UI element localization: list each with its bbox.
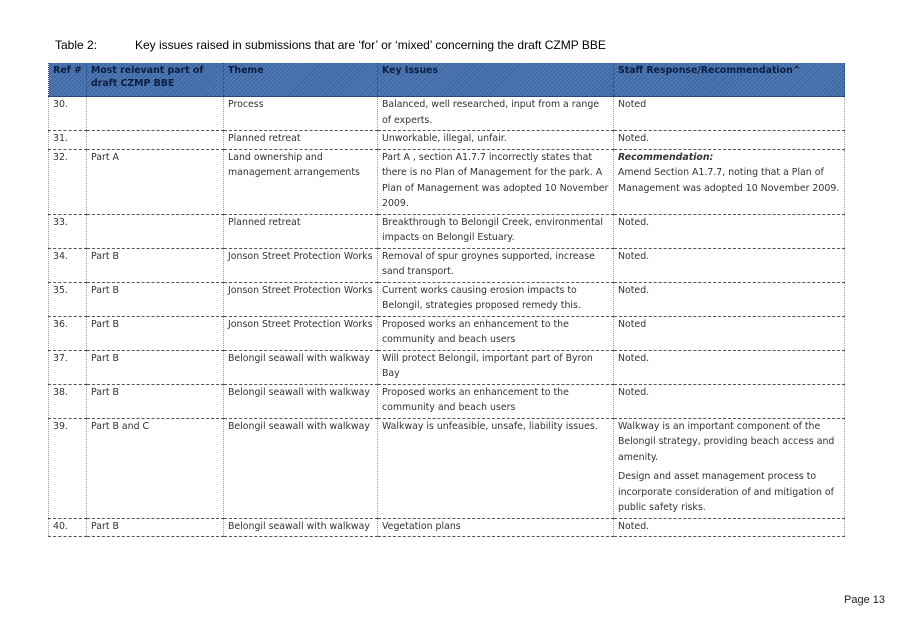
response-paragraph: Amend Section A1.7.7, noting that a Plan of Management was adopted 10 November 2009. xyxy=(618,167,840,194)
theme-cell: Land ownership and management arrangements xyxy=(224,149,378,214)
theme-cell: Belongil seawall with walkway xyxy=(224,384,378,418)
part-cell xyxy=(87,131,224,150)
issues-table-body xyxy=(49,97,845,537)
table-row xyxy=(49,350,845,384)
ref-cell: 36. xyxy=(49,316,87,350)
table-row xyxy=(49,97,845,131)
part-cell: Part B xyxy=(87,282,224,316)
response-paragraph: Noted. xyxy=(618,216,650,228)
response-paragraph: Noted. xyxy=(618,284,650,296)
table-row xyxy=(49,518,845,537)
key-issue-cell: Current works causing erosion impacts to Belongil, strategies proposed remedy this. xyxy=(378,282,614,316)
ref-cell: 35. xyxy=(49,282,87,316)
header-key-issues: Key Issues xyxy=(378,63,614,97)
ref-cell: 38. xyxy=(49,384,87,418)
table-row xyxy=(49,282,845,316)
ref-cell: 37. xyxy=(49,350,87,384)
response-paragraph: Noted xyxy=(618,318,647,330)
table-row xyxy=(49,384,845,418)
part-cell xyxy=(87,214,224,248)
theme-cell: Jonson Street Protection Works xyxy=(224,248,378,282)
staff-response-cell xyxy=(614,316,845,350)
theme-cell: Jonson Street Protection Works xyxy=(224,316,378,350)
key-issue-cell: Unworkable, illegal, unfair. xyxy=(378,131,614,150)
staff-response-cell xyxy=(614,418,845,518)
part-cell: Part B xyxy=(87,384,224,418)
table-row xyxy=(49,131,845,150)
key-issue-cell: Part A , section A1.7.7 incorrectly states that there is no Plan of Management for the park. A Plan of Management was adopted 10 November 2009. xyxy=(378,149,614,214)
response-paragraph: Design and asset management process to incorporate consideration of and mitigation of public safety risks. xyxy=(618,471,834,513)
key-issue-cell: Proposed works an enhancement to the community and beach users xyxy=(378,384,614,418)
key-issue-cell: Walkway is unfeasible, unsafe, liability issues. xyxy=(378,418,614,518)
issues-table xyxy=(48,63,845,537)
header-staff-response: Staff Response/Recommendation^ xyxy=(614,63,845,97)
table-number: Table 2: xyxy=(55,38,98,52)
staff-response-cell xyxy=(614,131,845,150)
header-part: Most relevant part of draft CZMP BBE xyxy=(87,63,224,97)
table-row xyxy=(49,418,845,518)
part-cell: Part B xyxy=(87,248,224,282)
part-cell: Part B xyxy=(87,350,224,384)
ref-cell: 32. xyxy=(49,149,87,214)
recommendation-heading: Recommendation: xyxy=(618,151,714,163)
response-paragraph: Noted. xyxy=(618,386,650,398)
table-row xyxy=(49,316,845,350)
ref-cell: 39. xyxy=(49,418,87,518)
staff-response-cell xyxy=(614,350,845,384)
key-issue-cell: Breakthrough to Belongil Creek, environmental impacts on Belongil Estuary. xyxy=(378,214,614,248)
key-issue-cell: Balanced, well researched, input from a range of experts. xyxy=(378,97,614,131)
ref-cell: 30. xyxy=(49,97,87,131)
table-row xyxy=(49,214,845,248)
staff-response-cell xyxy=(614,282,845,316)
key-issue-cell: Proposed works an enhancement to the community and beach users xyxy=(378,316,614,350)
staff-response-cell xyxy=(614,518,845,537)
key-issue-cell: Removal of spur groynes supported, increase sand transport. xyxy=(378,248,614,282)
staff-response-cell xyxy=(614,248,845,282)
ref-cell: 33. xyxy=(49,214,87,248)
staff-response-cell xyxy=(614,97,845,131)
staff-response-cell xyxy=(614,149,845,214)
table-row xyxy=(49,149,845,214)
theme-cell: Belongil seawall with walkway xyxy=(224,350,378,384)
response-paragraph: Walkway is an important component of the Belongil strategy, providing beach access and amenity. xyxy=(618,420,835,463)
response-paragraph: Noted. xyxy=(618,520,650,532)
part-cell: Part B xyxy=(87,518,224,537)
header-theme: Theme xyxy=(224,63,378,97)
ref-cell: 40. xyxy=(49,518,87,537)
part-cell: Part B and C xyxy=(87,418,224,518)
theme-cell: Planned retreat xyxy=(224,214,378,248)
header-row xyxy=(49,63,845,97)
response-paragraph: Noted. xyxy=(618,133,650,144)
theme-cell: Planned retreat xyxy=(224,131,378,150)
response-paragraph: Noted. xyxy=(618,352,650,364)
table-row xyxy=(49,248,845,282)
key-issue-cell: Vegetation plans xyxy=(378,518,614,537)
staff-response-cell xyxy=(614,384,845,418)
header-ref: Ref # xyxy=(49,63,87,97)
table-title: Key issues raised in submissions that are ‘for’ or ‘mixed’ concerning the draft CZMP BBE xyxy=(135,38,606,52)
theme-cell: Belongil seawall with walkway xyxy=(224,518,378,537)
part-cell: Part B xyxy=(87,316,224,350)
theme-cell: Process xyxy=(224,97,378,131)
part-cell xyxy=(87,97,224,131)
response-paragraph: Noted xyxy=(618,99,647,110)
theme-cell: Jonson Street Protection Works xyxy=(224,282,378,316)
response-paragraph: Noted. xyxy=(618,250,650,262)
staff-response-cell xyxy=(614,214,845,248)
key-issue-cell: Will protect Belongil, important part of Byron Bay xyxy=(378,350,614,384)
theme-cell: Belongil seawall with walkway xyxy=(224,418,378,518)
ref-cell: 31. xyxy=(49,131,87,150)
page-number: Page 13 xyxy=(844,594,885,606)
part-cell: Part A xyxy=(87,149,224,214)
ref-cell: 34. xyxy=(49,248,87,282)
